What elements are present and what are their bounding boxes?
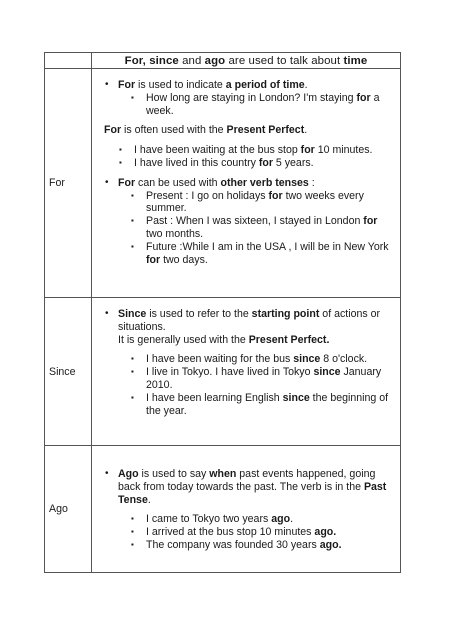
bold-text-run: For (118, 176, 136, 189)
bold-text-run: ago (204, 55, 226, 67)
text-run: and (178, 55, 205, 67)
for-bullet-period (104, 79, 392, 117)
ago-bullet-text (118, 468, 386, 506)
text-run: 5 years. (272, 156, 314, 169)
text-run: I have been waiting at the bus stop (134, 144, 301, 157)
bold-text-run: ago. (319, 538, 342, 551)
bold-text-run: starting point (251, 308, 320, 320)
text-run: . (304, 124, 308, 137)
example-item (119, 157, 392, 170)
text-run: 8 o'clock. (320, 353, 368, 366)
bold-text-run: a period of time (225, 79, 305, 91)
for-bullet-other-tenses (104, 177, 392, 267)
header-title-cell (92, 53, 401, 69)
bold-text-run: For, since (124, 55, 179, 67)
bold-text-run: Ago (118, 468, 139, 480)
header-row (45, 53, 401, 69)
bold-text-run: for (363, 215, 378, 228)
row-label-for: For (45, 69, 92, 298)
text-run: the beginning of the year. (146, 391, 389, 417)
bold-text-run: For (104, 124, 122, 137)
bold-text-run: since (293, 353, 321, 366)
ago-examples (118, 513, 392, 551)
for-tense-examples (118, 190, 392, 267)
since-examples (118, 353, 392, 417)
text-run: I came to Tokyo two years (146, 513, 272, 526)
example-item (131, 392, 392, 418)
bold-text-run: since (282, 391, 310, 404)
text-run: of actions or situations. (118, 308, 381, 333)
bold-text-run: for (300, 144, 315, 157)
example-item (119, 144, 392, 157)
row-for (45, 69, 401, 298)
text-run: is used to indicate (135, 79, 226, 91)
text-run: is used to refer to the (146, 308, 252, 320)
text-run: can be used with (135, 176, 221, 189)
text-run: Past : When I was sixteen, I stayed in London (146, 215, 364, 228)
text-run: two weeks every summer. (146, 189, 364, 215)
row-label-since: Since (45, 298, 92, 446)
text-run: two months. (146, 227, 204, 240)
example-item (131, 215, 392, 241)
for-other-tenses-list (104, 177, 392, 267)
row-content-ago (92, 446, 401, 573)
for-bullet-period-text (118, 79, 308, 91)
bold-text-run: since (313, 366, 341, 379)
bold-text-run: for (268, 189, 283, 202)
text-run: . (304, 79, 308, 91)
bold-text-run: For (118, 79, 136, 91)
header-empty-cell (45, 53, 92, 69)
bold-text-run: ago. (314, 526, 337, 539)
text-run: a week. (146, 91, 380, 117)
ago-bullet-list (104, 468, 392, 552)
bold-text-run: other verb tenses (220, 176, 309, 189)
grammar-table (44, 52, 401, 573)
ago-bullet-when (104, 468, 392, 552)
example-item (131, 190, 392, 216)
bold-text-run: for (356, 91, 371, 104)
text-run: I have been learning English (146, 391, 283, 404)
text-run: is often used with the (121, 124, 227, 137)
row-label-ago: Ago (45, 446, 92, 573)
for-bullet-list (104, 79, 392, 117)
bold-text-run: when (209, 468, 237, 480)
text-run: . (147, 493, 151, 506)
example-item (131, 241, 392, 267)
text-run: past events happened, going back from today towards the past. The verb is in the (118, 468, 376, 493)
row-content-for (92, 69, 401, 298)
since-bullet-list (104, 308, 392, 417)
text-run: are used to talk about (225, 55, 344, 67)
bold-text-run: Present Perfect (226, 124, 305, 137)
row-since (45, 298, 401, 446)
text-run: January 2010. (146, 366, 382, 391)
bold-text-run: Past Tense (118, 480, 387, 506)
header-title (92, 53, 400, 68)
text-run: Future :While I am in the USA , I will be in New York (146, 240, 389, 253)
text-run: : (308, 176, 315, 189)
text-run: It is generally used with the (118, 333, 249, 346)
text-run: I live in Tokyo. I have lived in Tokyo (146, 366, 314, 379)
example-item (131, 539, 392, 552)
since-bullet-text (118, 308, 380, 346)
bold-text-run: ago (271, 513, 291, 526)
for-bullet-other-tenses-text (118, 177, 315, 189)
for-present-perfect-note (104, 124, 392, 137)
bold-text-run: Since (118, 308, 147, 320)
row-content-since (92, 298, 401, 446)
text-run: I have lived in this country (134, 156, 259, 169)
text-run: The company was founded 30 years (146, 538, 320, 551)
for-present-perfect-examples (106, 144, 392, 170)
for-example (131, 92, 392, 118)
text-run: . (290, 513, 294, 526)
text-run: two days. (160, 253, 208, 266)
text-run: How long are staying in London? I'm staying (146, 91, 357, 104)
bold-text-run: Present Perfect. (248, 333, 330, 346)
text-run: is used to say (138, 468, 210, 480)
since-bullet-starting-point (104, 308, 392, 417)
example-item (131, 526, 392, 539)
bold-text-run: for (258, 156, 273, 169)
example-item (131, 513, 392, 526)
example-item (131, 366, 392, 392)
bold-text-run: for (146, 253, 161, 266)
bold-text-run: time (343, 55, 368, 67)
text-run: I arrived at the bus stop 10 minutes (146, 526, 315, 539)
example-item (131, 353, 392, 366)
text-run: I have been waiting for the bus (146, 353, 294, 366)
text-run: 10 minutes. (314, 144, 373, 157)
row-ago (45, 446, 401, 573)
text-run: Present : I go on holidays (146, 189, 269, 202)
